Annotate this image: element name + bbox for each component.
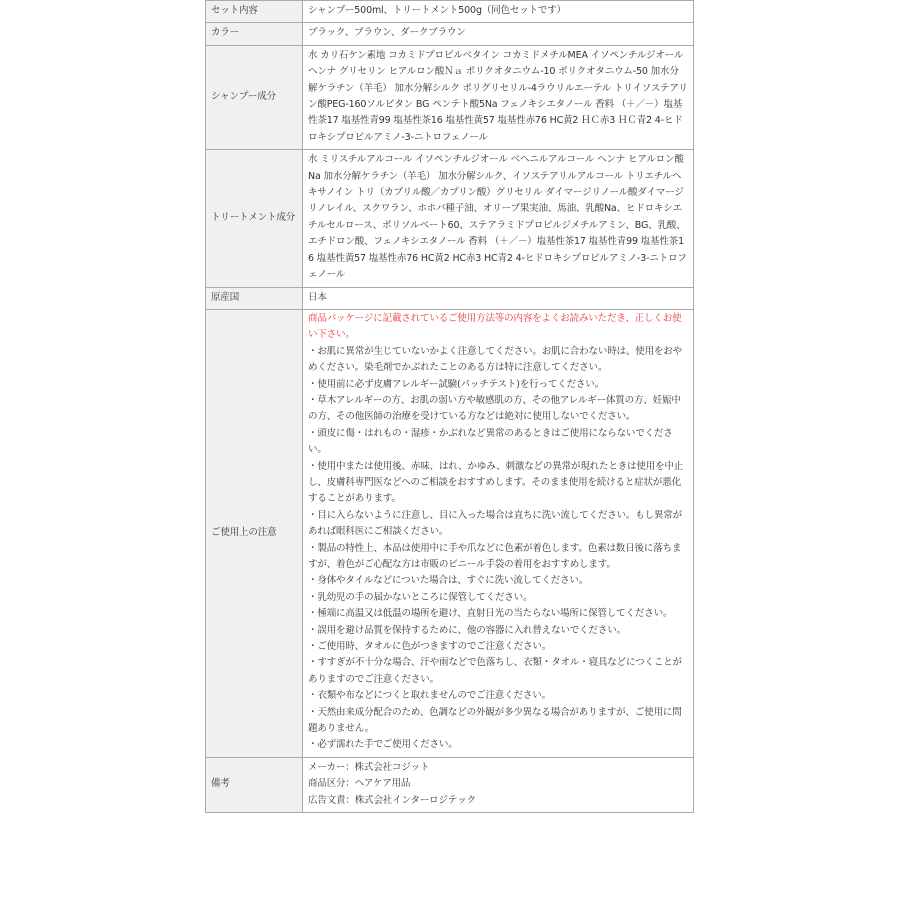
row-value-color: ブラック、ブラウン、ダークブラウン bbox=[303, 23, 694, 45]
row-key-treatment-ingredients: トリートメント成分 bbox=[206, 150, 303, 287]
row-value-treatment-ingredients: 水 ミリスチルアルコール イソペンチルジオール ベヘニルアルコール ヘンナ ヒアルロン酸Na 加水分解ケラチン（羊毛） 加水分解シルク、イソステアリルアルコール トリエチルヘキサノイン トリ（カプリル酸／カプリン酸）グリセリル ダイマージリノール酸ダイマージリノレイル、スクワラン、ホホバ種子油、オリーブ果実油、馬油、乳酸Na、ヒドロキシエチルセルロース、ポリソルベート60、ステアラミドプロピルジメチルアミン、BG、乳酸、エチドロン酸、フェノキシエタノール 香料 （＋／－）塩基性茶17 塩基性青99 塩基性茶16 塩基性黄57 塩基性赤76 HC黄2 HC赤3 HC青2 4-ヒドロキシプロピルアミノ-3-ニトロフェノール bbox=[303, 150, 694, 287]
row-key-shampoo-ingredients: シャンプー成分 bbox=[206, 45, 303, 149]
row-key-set: セット内容 bbox=[206, 1, 303, 23]
row-key-color: カラー bbox=[206, 23, 303, 45]
table-row bbox=[206, 23, 694, 45]
table-row bbox=[206, 45, 694, 149]
row-value-set: シャンプー500ml、トリートメント500g（同色セットです） bbox=[303, 1, 694, 23]
row-key-remarks: 備考 bbox=[206, 757, 303, 812]
row-value-shampoo-ingredients: 水 カリ石ケン素地 コカミドプロピルベタイン コカミドメチルMEA イソペンチルジオール ヘンナ グリセリン ヒアルロン酸Ｎａ ポリクオタニウム-10 ポリクオタニウム-50 加水分解ケラチン（羊毛） 加水分解シルク ポリグリセリル-4ラウリルエーテル トリイソステアリン酸PEG-160ソルビタン BG ペンテト酸5Na フェノキシエタノール 香料 （＋／－）塩基性茶17 塩基性青99 塩基性茶16 塩基性黄57 塩基性赤76 HC黄2 ＨＣ赤3 ＨＣ青2 4-ヒドロキシプロピルアミノ-3-ニトロフェノール bbox=[303, 45, 694, 149]
row-key-precautions: ご使用上の注意 bbox=[206, 309, 303, 757]
row-value-remarks: メーカー：株式会社コジット 商品区分：ヘアケア用品 広告文責：株式会社インターロジテック bbox=[303, 757, 694, 812]
precaution-notice: 商品パッケージに記載されているご使用方法等の内容をよくお読みいただき、正しくお使い下さい。 bbox=[308, 312, 682, 341]
table-row bbox=[206, 757, 694, 812]
table-row bbox=[206, 1, 694, 23]
row-value-origin: 日本 bbox=[303, 287, 694, 309]
table-row bbox=[206, 150, 694, 287]
precaution-list: ・お肌に異常が生じていないかよく注意してください。お肌に合わない時は、使用をおやめください。染毛剤でかぶれたことのある方は特に注意してください。 ・使用前に必ず皮膚アレルギー試験(パッチテスト)を行ってください。 ・草木アレルギーの方、お肌の弱い方や敏感肌の方、その他アレルギー体質の方、妊娠中の方、その他医師の治療を受けている方などは絶対に使用しないでください。 ・頭皮に傷・はれもの・湿疹・かぶれなど異常のあるときはご使用にならないでください。 ・使用中または使用後、赤味、はれ、かゆみ、刺激などの異常が現れたときは使用を中止し、皮膚科専門医などへのご相談をおすすめします。そのまま使用を続けると症状が悪化することがあります。 ・目に入らないように注意し、目に入った場合は直ちに洗い流してください。もし異常があれば眼科医にご相談ください。 ・製品の特性上、本品は使用中に手や爪などに色素が着色します。色素は数日後に落ちますが、着色がご心配な方は市販のビニール手袋の着用をおすすめします。 ・身体やタイルなどについた場合は、すぐに洗い流してください。 ・乳幼児の手の届かないところに保管してください。 ・極端に高温又は低温の場所を避け、直射日光の当たらない場所に保管してください。 ・誤用を避け品質を保持するために、他の容器に入れ替えないでください。 ・ご使用時、タオルに色がつきますのでご注意ください。 ・すすぎが不十分な場合、汗や雨などで色落ちし、衣類・タオル・寝具などにつくことがありますのでご注意ください。 ・衣類や布などにつくと取れませんのでご注意ください。 ・天然由来成分配合のため、色調などの外観が多少異なる場合がありますが、ご使用に問題ありません。 ・必ず濡れた手でご使用ください。 bbox=[308, 345, 684, 751]
row-value-precautions bbox=[303, 309, 694, 757]
row-key-origin: 原産国 bbox=[206, 287, 303, 309]
table-row bbox=[206, 309, 694, 757]
product-spec-table bbox=[205, 0, 694, 813]
table-row bbox=[206, 287, 694, 309]
